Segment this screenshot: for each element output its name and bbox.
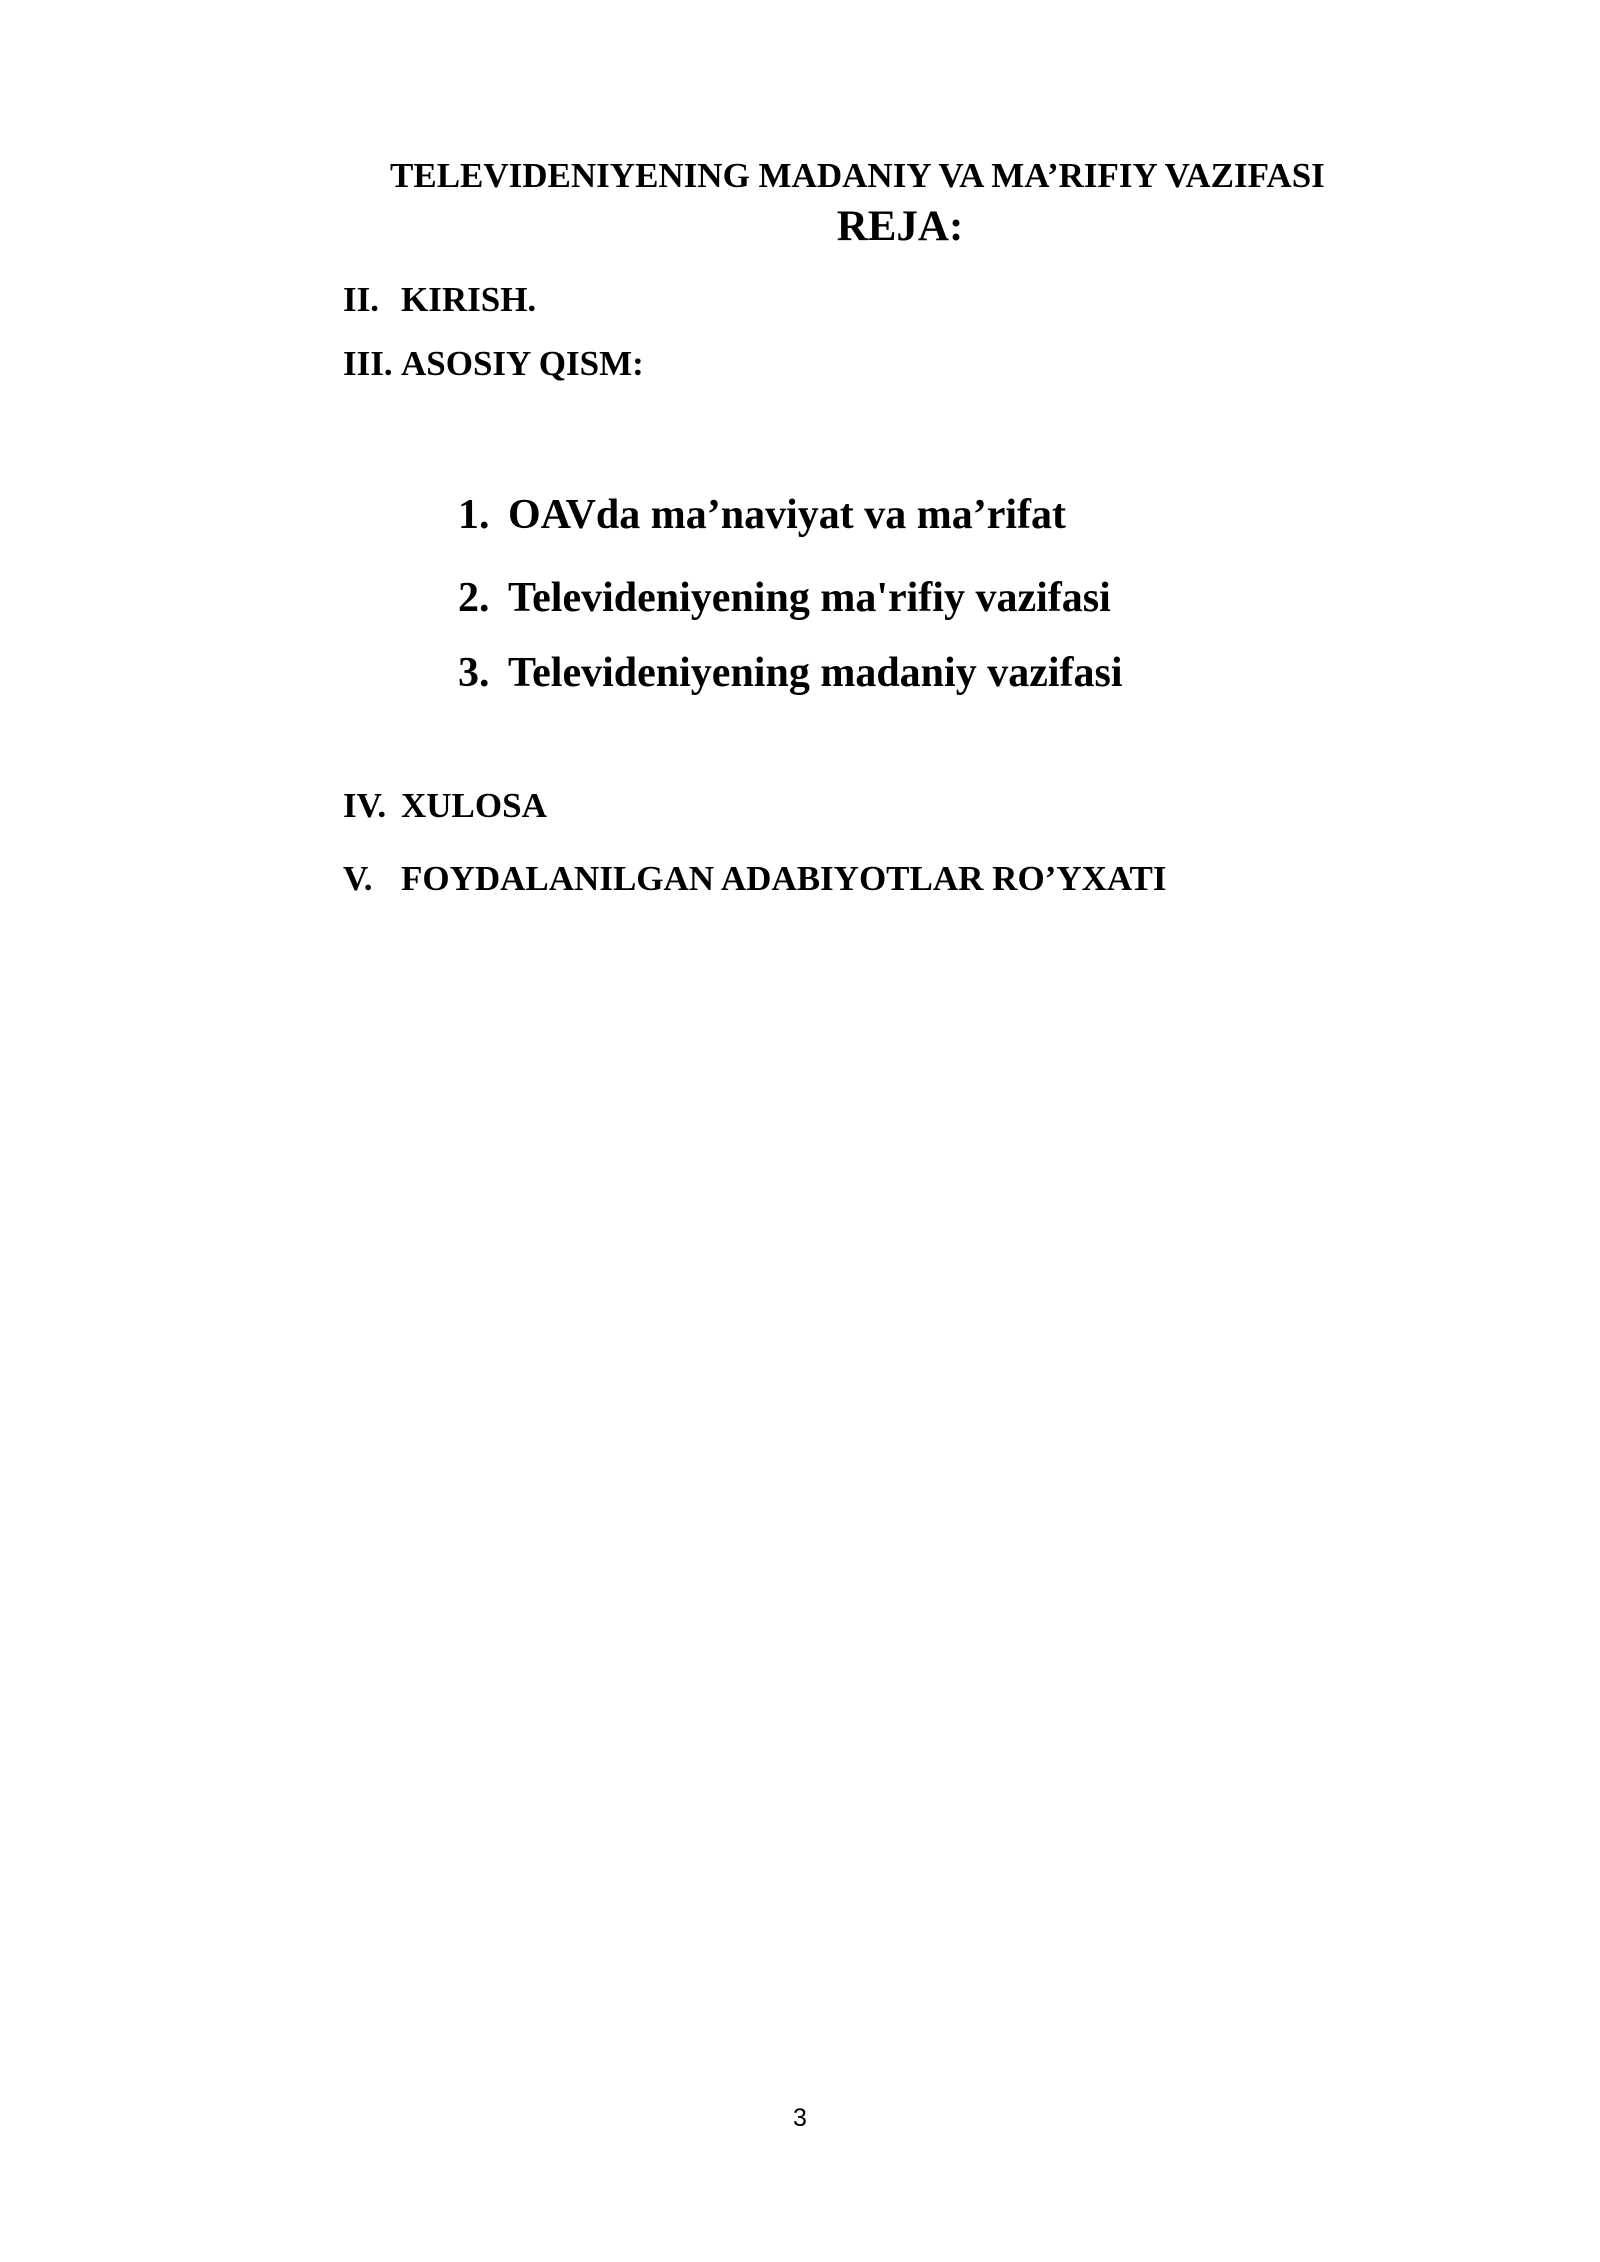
section-number: III.	[343, 344, 393, 383]
section-label: XULOSA	[401, 786, 547, 825]
main-item-3	[458, 646, 1123, 700]
section-main-part	[343, 342, 644, 386]
section-conclusion	[343, 784, 547, 828]
item-number: 3.	[458, 650, 490, 696]
item-label: Televideniyening ma'rifiy vazifasi	[508, 575, 1111, 621]
item-number: 1.	[458, 492, 490, 538]
section-label: KIRISH.	[401, 280, 537, 319]
main-item-1	[458, 488, 1066, 542]
section-references	[343, 857, 1167, 901]
main-item-2	[458, 571, 1111, 625]
page-number: 3	[793, 2104, 807, 2132]
plan-heading: REJA:	[836, 203, 964, 250]
item-label: OAVda ma’naviyat va ma’rifat	[508, 492, 1067, 538]
section-introduction	[343, 278, 536, 322]
document-title: TELEVIDENIYENING MADANIY VA MA’RIFIY VAZIFASI	[390, 156, 1325, 195]
section-number: V.	[343, 859, 373, 898]
section-number: II.	[343, 280, 379, 319]
section-number: IV.	[343, 786, 387, 825]
item-label: Televideniyening madaniy vazifasi	[508, 650, 1123, 696]
section-label: FOYDALANILGAN ADABIYOTLAR RO’YXATI	[401, 859, 1167, 898]
item-number: 2.	[458, 575, 490, 621]
section-label: ASOSIY QISM:	[401, 344, 644, 383]
